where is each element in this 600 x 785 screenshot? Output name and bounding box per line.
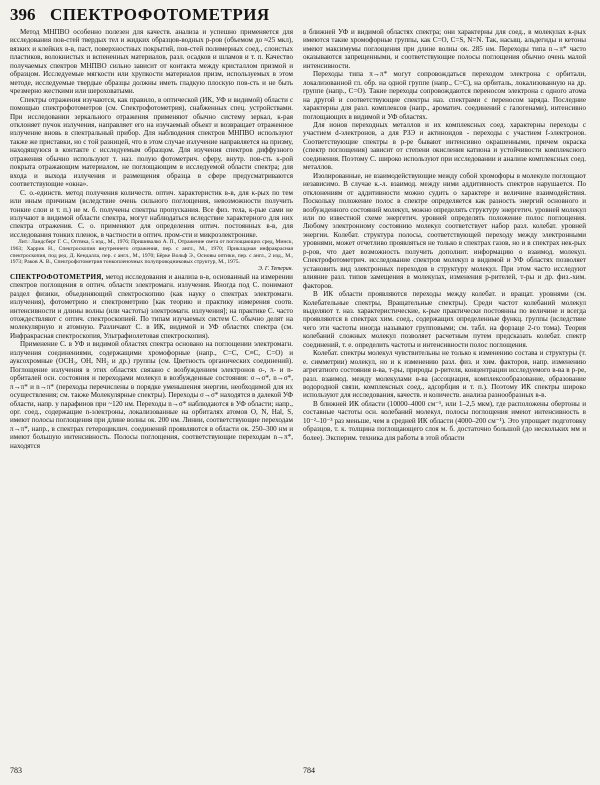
paragraph: Переходы типа π→π* могут сопровождаться переходом электрона с орбитали, локализованной гл. обр. на одной группе (напр., С=С), на орбиталь, локализованную на др. группе (напр., С=О). Такие переходы сопровождаются переносом электрона с одного атома на другой и соответствующие спектры наз. спектрами с переносом заряда. Последние характерны для разл. комплексов (напр., ароматич. соединений с галогенами), интенсивно поглощающих в видимой и УФ областях. — [303, 70, 586, 121]
running-head: СПЕКТРОФОТОМЕТРИЯ — [50, 5, 270, 24]
paragraph: в ближней УФ и видимой областях спектра; они характерны для соед., в молекулах к-рых имеются такие хромофорные группы, как С=О, С=S, N=N. Так, насыщ. альдегиды и кетоны имеют максимумы поглощения при длине волны ок. 285 нм. Переходы типа n→π* часто оказываются запрещенными, и соответствующие полосы поглощения обычно очень малой интенсивности. — [303, 28, 586, 70]
paragraph: Колебат. спектры молекул чувствительны не только к изменению состава и структуры (т. е. симметрии) молекул, но и к изменению разл. физ. и хим. факторов, напр. изменению агрегатного состояния в-ва, т-ры, природы р-рителя, концентрации исследуемого в-ва в р-ре, разл. взаимод. между молекулами в-ва (ассоциация, комплексообразование, образование водородной связи, комплексных соед., адсорбция и т. п.). Поэтому ИК спектры широко используют для исследования, качеств. и количеств. анализа разнообразных в-в. — [303, 349, 586, 400]
literature-list: Лит.: Ландсберг Г. С., Оптика, 5 изд., М., 1976; Пришивалко А. П., Отражение света от поглощающих сред, Минск, 1963; Харрик Н., Спектроскопия внутреннего отражения, пер. с англ., М., 1970; Прикладная инфракрасная спектроскопия, под ред. Д. Кендалла, пер. с англ., М., 1970; Бёрке Вольф Э., Основы оптики, пер. с англ., 2 изд., М., 1973; Раков А. В., Спектрофотометрия тонкопленочных полупроводниковых структур, М., 1975. — [10, 239, 293, 266]
right-column — [303, 28, 586, 758]
entry-text: метод исследования и анализа в-в, основанный на измерении спектров поглощения в оптич. области электромагн. излучения. Иногда под С. понимают раздел физики, объединяющий спектроскопию (как науку о спектрах электромагн. излучения), фотометрию и спектрометрию [как теорию и практику измерения соотв. интенсивности и длины волны (или частоты) электромагн. излучения]; на практике С. часто отождествляют с оптич. спектроскопией. По типам изучаемых систем С. обычно делят на молекулярную и атомную. Различают С. в ИК, видимой и УФ областях спектра (см. Инфракрасная спектроскопия, Ультрафиолетовая спектроскопия). — [10, 272, 293, 340]
paragraph: Метод МНПВО особенно полезен для качеств. анализа и успешно применяется для исследования пов-стей твердых тел и жидких образцов-водных р-ров (объемом до ≈25 мкл), вязких и клейких в-в, паст, поверхностных покрытий, пов-стей полимерных соед., слоистых пластиков, волокнистых и вспененных материалов, разл. осадков и шламов и т. п. Качество получаемых спектров МНПВО сильно зависит от контакта между кристаллом призмой и образцом. Исследуемые мягкости или хрупкости материалов призм, используемых в этом методе, исследуемые твердые образцы должны иметь гладкую плоскую пов-сть и не быть чрезмерно жесткими или шероховатыми. — [10, 28, 293, 96]
paragraph: Спектры отражения изучаются, как правило, в оптической (ИК, УФ и видимой) области с помощью спектрофотометров (см. Спектрофотометрия), снабженных спец. устройствами. При исследовании зеркального отражения применяют обычно систему зеркал, к-рая отклоняет пучок излучения, направляет его на изучаемый объект и возвращает отраженное излучение вновь в спектральный прибор. Для наблюдения спектров МНПВО используют также же приставки, но с той разницей, что в этом случае излучение направляется на призму, находящуюся в контакте с исследуемым образцом. Для изучения спектров диффузного отражения обычно используют т. наз. полую фотометрич. сферу, внутр. пов-сть к-рой покрыта отражающим материалом, не поглощающим в исследуемой области спектра; для входа и выхода излучения и размещения образца в сфере предусматриваются соответствующие «окна». — [10, 95, 293, 189]
page-header — [10, 5, 590, 27]
paragraph: С. о.-единств. метод получения количеств. оптич. характеристик в-в, для к-рых по тем или иным причинам (вследствие очень сильного поглощения, невозможности получить тонкие слои и т. п.) не м. б. получены спектры пропускания. Все физ. тела, к-рые сами не излучают в видимой области спектра, могут наблюдаться вследствие характерного для них спектра отражения. С. о. применяют для определения оптич. постоянных в-в, для исследования тонких пленок, в частности в оптич. пром-сти и микроэлектронике. — [10, 188, 293, 239]
paragraph: В ближней ИК области (10000–4000 см⁻¹, или 1–2,5 мкм), где расположены обертоны и составные частоты осн. колебаний молекул, полосы поглощения имеют интенсивность в 10⁻²–10⁻³ раз меньше, чем в средней ИК области (4000–200 см⁻¹). Это упрощает подготовку образцов, т. к. толщина поглощающего слоя м. б. достаточно большой (до нескольких мм и более). Эксперим. техника для работы в этой области — [303, 399, 586, 442]
author-signature: Э. Г. Тетерин. — [258, 265, 293, 272]
paragraph: В ИК области проявляются переходы между колебат. и вращат. уровнями (см. Колебательные спектры, Вращательные спектры). Среди частот колебаний молекул выделяют т. наз. характеристические, к-рые практически постоянны по величине и всегда проявляются в спектрах хим. соед., содержащих определенные функц. группы (вследствие чего эти частоты иногда называют групповыми; см. табл. на форзаце 2-го тома). Теория колебаний сложных молекул позволяет расчетным путем предсказать колебат. спектр соединений, т. е. определить частоты и интенсивности полос поглощения. — [303, 290, 586, 349]
page-number: 396 — [10, 5, 36, 24]
paragraph: Изолированные, не взаимодействующие между собой хромофоры в молекуле поглощают независимо. В случае к.-л. взаимод. между ними аддитивность спектров нарушается. По отклонениям от аддитивности можно судить о характере и величине взаимодействия. Поскольку положение полос в спектре определяется как разность энергий основного и возбужденного состояний молекул, можно определять структуру энергетич. уровней молекул или по известной схеме энергетич. уровней определять положение полос поглощения. Любому электронному состоянию молекул соответствует набор разл. колебат. уровней энергии. Колебат. структура полосы, соответствующей переходу между электронными уровнями, может отчетливо проявляться не только в спектрах газов, но и в спектрах нек-рых р-ров, что дает возможность получить дополнит. информацию о взаимод. молекул. Спектрофотометрич. исследование спектров молекул в видимой и УФ областях позволяет установить вид электронных переходов в структуру молекул. При этом часто исследуют влияние разл. типов замещения в молекулах, изменения р-рителей, т-ры и др. физ.-хим. факторов. — [303, 171, 586, 290]
left-column — [10, 28, 293, 758]
article-entry — [10, 273, 293, 341]
entry-term: СПЕКТРОФОТОМЕТРИЯ, — [10, 272, 104, 281]
footer-page-number-right: 784 — [303, 766, 315, 775]
paragraph: Применение С. в УФ и видимой областях спектра основано на поглощении электромагн. излучения соединениями, содержащими хромофорные (напр., С=С, С≡С, С=О) и ауксохромные (ОСН₃, ОН, NH₂ и др.) группы (см. Цветность органических соединений). Поглощение излучения в этих областях связано с возбуждением электронов σ-, π- и n-орбиталей осн. состояния и переходами молекул в возбужденные состояния: σ→σ*, n→σ*, π→π* и n→π* (переходы перечислены в порядке уменьшения энергии, необходимой для их осуществления; см. также Молекулярные спектры). Переходы σ→σ* находятся в далекой УФ области, напр. у парафинов при ~120 нм. Переходы n→σ* наблюдаются в УФ области; напр., орг. соед., содержащие n-электроны, локализованные на орбиталях атомов О, N, Hal, S, имеют полосы поглощения при длине волны ок. 200 нм. Линии, соответствующие переходам π→π*, напр., в спектрах гетероциклич. соединений проявляются в области ок. 250–300 нм и имеют большую интенсивность. Полосы поглощения, соответствующие переходам n→π*, находятся — [10, 340, 293, 450]
footer-page-number-left: 783 — [10, 766, 22, 775]
paragraph: Для ионов переходных металлов и их комплексных соед. характерны переходы с участием d-электронов, а для РЗЭ и актиноидов - переходы с участием f-электронов. Соответствующие спектры в р-ре бывают интенсивно окрашенными, причем окраска (спектр поглощения) зависит от степени окисления катиона и устойчивости комплексного соединения. Поэтому С. широко используют при исследовании и анализе комплексных соед. металлов. — [303, 120, 586, 172]
